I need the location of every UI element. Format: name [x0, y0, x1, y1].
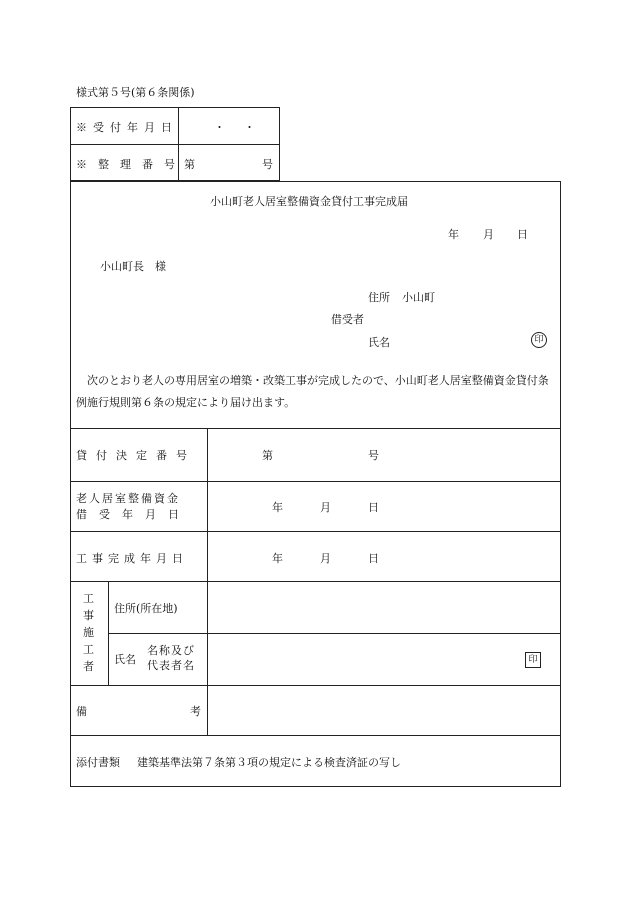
contractor-name-sub-1: 名称及び	[147, 644, 195, 657]
divider	[70, 531, 561, 532]
address-label: 住所	[368, 291, 390, 304]
divider	[70, 685, 561, 686]
reception-number-suffix: 号	[262, 158, 273, 171]
notice-body-text: 次のとおり老人の専用居室の増築・改築工事が完成したので、小山町老人居室整備資金貸付条例施行規則第６条の規定により届け出ます。	[76, 374, 549, 409]
name-label: 氏名	[368, 336, 390, 349]
divider	[70, 144, 280, 145]
borrow-date-label-line1: 老人居室整備資金	[76, 492, 180, 505]
divider	[70, 735, 561, 736]
borrow-year: 年	[272, 501, 283, 514]
loan-decision-label: 貸付決定番号	[76, 449, 196, 462]
borrow-day: 日	[368, 501, 379, 514]
loan-decision-suffix: 号	[368, 449, 379, 462]
remarks-label-2: 考	[190, 705, 201, 718]
date-day: 日	[517, 228, 528, 241]
form-number: 様式第５号(第６条関係)	[76, 86, 195, 99]
attachments-label: 添付書類	[76, 756, 120, 769]
completion-date-label: 工事完成年月日	[76, 552, 188, 565]
borrow-date-label-line2: 借受年月日	[76, 508, 191, 521]
form-title: 小山町老人居室整備資金貸付工事完成届	[210, 195, 408, 208]
borrower-label: 借受者	[331, 313, 364, 326]
divider	[70, 428, 561, 429]
reception-number-prefix: 第	[184, 158, 195, 171]
contractor-name-label: 氏名	[114, 653, 136, 666]
reception-date-value: ・ ・	[214, 121, 259, 134]
completion-year: 年	[272, 552, 283, 565]
remarks-label-1: 備	[76, 705, 87, 718]
completion-day: 日	[368, 552, 379, 565]
divider	[207, 428, 208, 735]
divider	[108, 633, 561, 634]
date-year: 年	[448, 228, 459, 241]
divider	[108, 581, 109, 685]
divider	[70, 581, 561, 582]
completion-month: 月	[320, 552, 331, 565]
addressee: 小山町長 様	[100, 260, 166, 273]
address-value: 小山町	[402, 291, 435, 304]
attachments-text: 建築基準法第７条第３項の規定による検査済証の写し	[137, 756, 401, 769]
borrow-month: 月	[320, 501, 331, 514]
contractor-name-sub-2: 代表者名	[147, 659, 195, 672]
reception-date-label: ※受付年月日	[76, 121, 178, 134]
contractor-label: 工事施工者	[83, 592, 94, 673]
divider	[70, 481, 561, 482]
seal-stamp: 印	[531, 332, 547, 348]
date-month: 月	[483, 228, 494, 241]
loan-decision-prefix: 第	[262, 449, 273, 462]
contractor-seal: 印	[525, 652, 541, 668]
contractor-address-label: 住所(所在地)	[114, 602, 178, 615]
reception-number-label: ※整理番号	[76, 158, 186, 171]
